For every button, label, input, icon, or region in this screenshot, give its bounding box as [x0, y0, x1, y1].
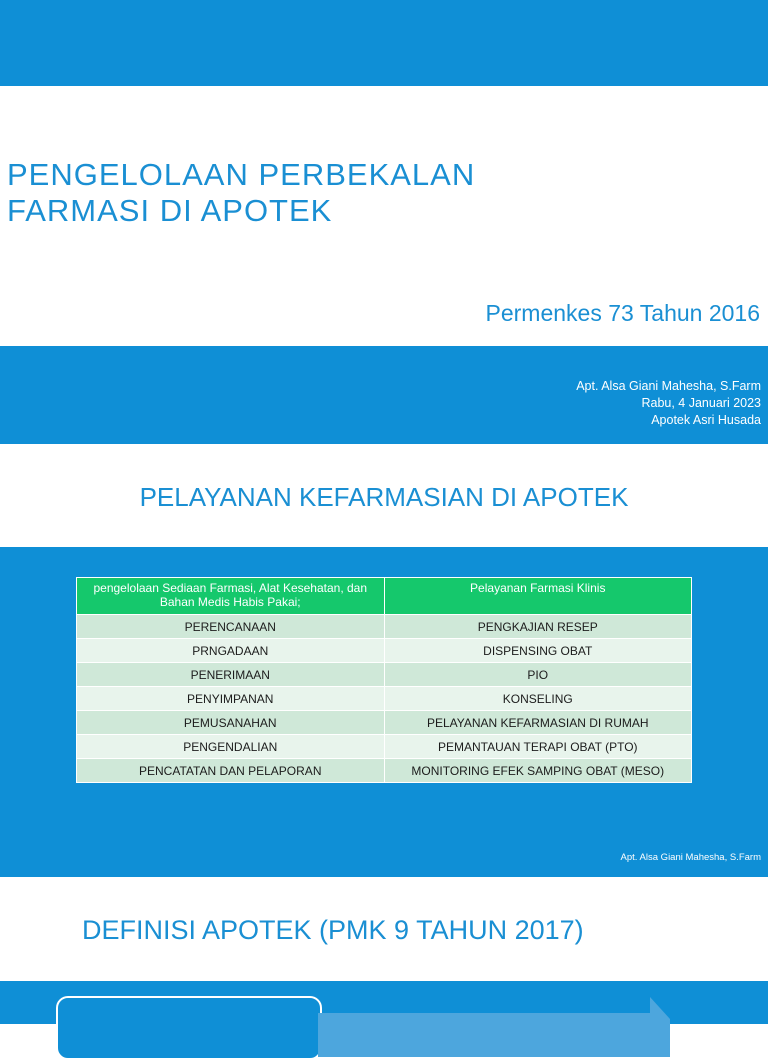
- table-cell: PENERIMAAN: [77, 663, 385, 687]
- slide3-content-band: [0, 981, 768, 1024]
- table-cell: DISPENSING OBAT: [384, 639, 692, 663]
- table-cell: PEMUSANAHAN: [77, 711, 385, 735]
- table-row: [77, 639, 692, 663]
- slide2-content-band: [0, 547, 768, 877]
- services-table-wrapper: [76, 577, 692, 783]
- table-cell: KONSELING: [384, 687, 692, 711]
- table-cell: PENGENDALIAN: [77, 735, 385, 759]
- slide-subtitle: Permenkes 73 Tahun 2016: [485, 300, 760, 326]
- table-header-management: pengelolaan Sediaan Farmasi, Alat Kesehatan, dan Bahan Medis Habis Pakai;: [77, 578, 385, 615]
- slide3-title: DEFINISI APOTEK (PMK 9 TAHUN 2017): [82, 915, 584, 945]
- slide-title: [7, 157, 475, 229]
- slide2-footer-author: Apt. Alsa Giani Mahesha, S.Farm: [620, 852, 761, 863]
- table-header-row: [77, 578, 692, 615]
- table-row: [77, 663, 692, 687]
- title-line-1: PENGELOLAAN PERBEKALAN: [7, 157, 476, 192]
- slide2-title: PELAYANAN KEFARMASIAN DI APOTEK: [139, 482, 629, 512]
- table-cell: PELAYANAN KEFARMASIAN DI RUMAH: [384, 711, 692, 735]
- presentation-date: Rabu, 4 Januari 2023: [641, 396, 761, 410]
- table-cell: PRNGADAAN: [77, 639, 385, 663]
- arrow-shape: [318, 997, 670, 1057]
- table-cell: PENCATATAN DAN PELAPORAN: [77, 759, 385, 783]
- table-row: [77, 759, 692, 783]
- rounded-box-shape: [56, 996, 322, 1060]
- table-row: [77, 687, 692, 711]
- table-cell: MONITORING EFEK SAMPING OBAT (MESO): [384, 759, 692, 783]
- table-row: [77, 615, 692, 639]
- top-blue-band: [0, 0, 768, 86]
- table-row: [77, 735, 692, 759]
- author-name: Apt. Alsa Giani Mahesha, S.Farm: [576, 379, 761, 393]
- title-line-2: FARMASI DI APOTEK: [7, 193, 333, 228]
- table-cell: PERENCANAAN: [77, 615, 385, 639]
- table-header-clinical: Pelayanan Farmasi Klinis: [384, 578, 692, 615]
- table-cell: PENYIMPANAN: [77, 687, 385, 711]
- services-table: [76, 577, 692, 783]
- presentation-place: Apotek Asri Husada: [651, 413, 761, 427]
- table-cell: PIO: [384, 663, 692, 687]
- table-cell: PEMANTAUAN TERAPI OBAT (PTO): [384, 735, 692, 759]
- table-row: [77, 711, 692, 735]
- table-cell: PENGKAJIAN RESEP: [384, 615, 692, 639]
- author-info: [576, 378, 761, 429]
- author-band: [0, 346, 768, 444]
